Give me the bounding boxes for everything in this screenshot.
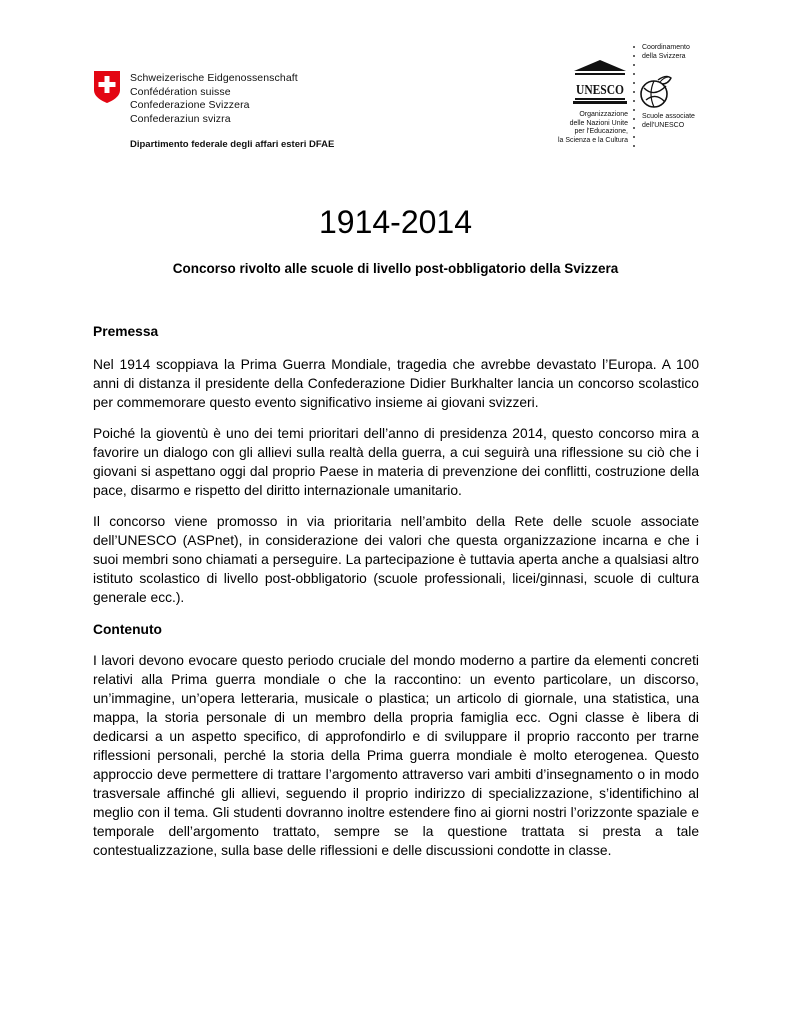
aspnet-globe-icon [638, 72, 674, 110]
section-heading-premessa: Premessa [93, 324, 159, 339]
unesco-org-line: la Scienza e la Cultura [557, 136, 628, 144]
unesco-associated-schools [642, 113, 695, 130]
paragraph: Poiché la gioventù è uno dei temi prioritari dell’anno di presidenza 2014, questo concorso mira a favorire un dialogo con gli allievi sulla realtà della guerra, a cui seguirà una riflessione su ciò che i giovani si aspettano oggi dal proprio Paese in materia di prevenzione dei conflitti, costruzione della pace, disarmo e rispetto del diritto internazionale umanitario. [93, 426, 699, 498]
coord-line: Coordinamento [642, 44, 690, 51]
swiss-name-rm: Confederaziun svizra [130, 112, 231, 125]
unesco-coordination [642, 44, 690, 61]
department-name: Dipartimento federale degli affari esteri DFAE [130, 139, 335, 150]
swiss-names [130, 72, 298, 126]
swiss-cross-icon [92, 70, 122, 104]
dotted-divider [632, 46, 636, 146]
paragraph: I lavori devono evocare questo periodo cruciale del mondo moderno a partire da elementi concreti relativi alla Prima guerra mondiale o che la raccontino: un evento particolare, un discorso, un’immagine, un’opera letteraria, musicale o plastica; un articolo di giornale, una statistica, una mappa, la storia personale di un membro della propria famiglia ecc. Ogni classe è libera di dedicarsi a un aspetto specifico, di approfondirlo e di sviluppare il proprio racconto per trarne riflessioni personali, perché la storia della Prima guerra mondiale è molto eterogenea. Questo approccio deve permettere di trattare l’argomento attraverso vari ambiti d’insegnamento o in modo trasversale affinché gli allievi, seguendo il proprio indirizzo di specializzazione, s’identifichino al meglio con il tema. Gli studenti dovranno inoltre estendere fino ai giorni nostri l’orizzonte spaziale e temporale dell’argomento trattato, sempre se la questione trattata si presta a tale contestualizzazione, sulla base delle riflessioni e delle discussioni condotte in classe. [93, 653, 699, 858]
unesco-org-line: per l'Educazione, [574, 128, 628, 136]
swiss-name-de: Schweizerische Eidgenossenschaft [130, 72, 298, 84]
document-subtitle: Concorso rivolto alle scuole di livello post-obbligatorio della Svizzera [172, 261, 619, 276]
unesco-org-line: delle Nazioni Unite [569, 119, 628, 127]
swiss-name-it: Confederazione Svizzera [130, 99, 250, 111]
paragraph: Il concorso viene promosso in via prioritaria nell’ambito della Rete delle scuole associate dell’UNESCO (ASPnet), in considerazione dei valori che questa organizzazione incarna e che i suoi membri sono chiamati a perseguire. La partecipazione è tuttavia aperta anche a qualsiasi altro istituto scolastico di livello post-obbligatorio (scuole professionali, licei/ginnasi, scuole di cultura generale ecc.). [93, 514, 699, 605]
unesco-temple-icon [573, 60, 627, 104]
unesco-logo-block [540, 42, 740, 152]
coord-line: della Svizzera [642, 52, 686, 60]
aspnet-line: dell'UNESCO [642, 121, 685, 129]
page-header [0, 0, 791, 160]
paragraph: Nel 1914 scoppiava la Prima Guerra Mondiale, tragedia che avrebbe devastato l’Europa. A 100 anni di distanza il presidente della Confederazione Didier Burkhalter lancia un concorso scolastico per commemorare questo evento significativo insieme ai giovani svizzeri. [93, 357, 699, 410]
section-heading-contenuto: Contenuto [93, 622, 162, 637]
unesco-wordmark: UNESCO [576, 83, 625, 98]
swiss-name-fr: Confédération suisse [130, 85, 231, 98]
unesco-org-line: Organizzazione [579, 111, 628, 118]
document-title: 1914-2014 [318, 204, 473, 240]
aspnet-line: Scuole associate [642, 113, 695, 120]
unesco-org-name [540, 111, 628, 145]
